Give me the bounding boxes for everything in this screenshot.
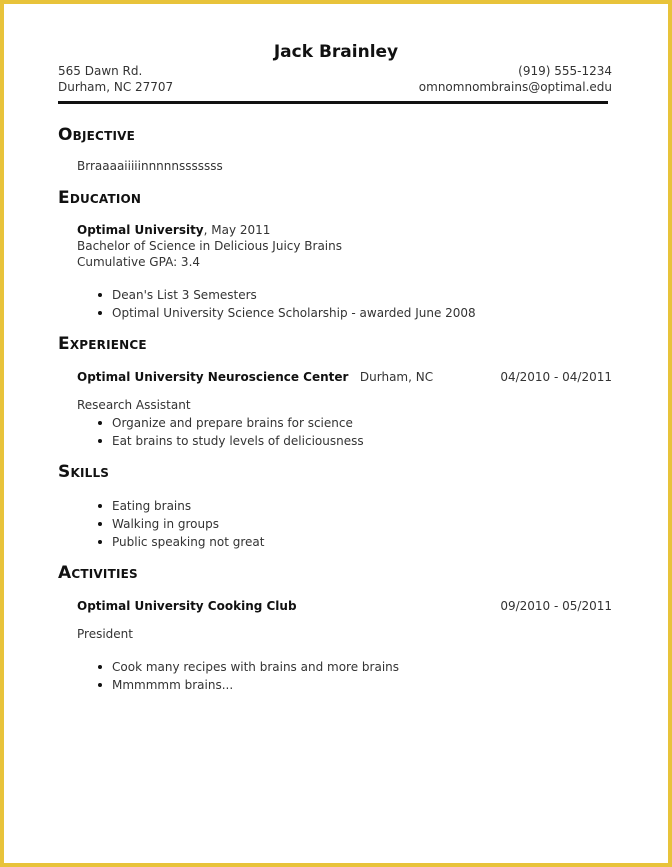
activities-heading: Activities [58, 563, 138, 583]
education-school: Optimal University [77, 223, 204, 237]
contact-info [419, 64, 612, 95]
experience-location: Durham, NC [359, 370, 434, 384]
objective-heading: Objective [58, 125, 136, 145]
education-school-line [77, 223, 270, 237]
education-date: , May 2011 [203, 223, 271, 237]
phone-number: (919) 555-1234 [518, 64, 612, 78]
experience-bullets [98, 414, 364, 450]
header-divider [58, 101, 608, 104]
address-line-2: Durham, NC 27707 [58, 79, 174, 94]
list-item: Eating brains [98, 497, 264, 515]
email-address: omnomnombrains@optimal.edu [418, 79, 612, 94]
education-heading: Education [58, 188, 142, 208]
contact-address [58, 64, 173, 95]
education-degree: Bachelor of Science in Delicious Juicy Brains [77, 239, 343, 253]
experience-heading: Experience [58, 334, 147, 354]
experience-dates: 04/2010 - 04/2011 [500, 370, 612, 384]
list-item: Organize and prepare brains for science [98, 414, 364, 432]
experience-org: Optimal University Neuroscience Center [77, 370, 349, 384]
address-line-1: 565 Dawn Rd. [58, 64, 143, 78]
list-item: Eat brains to study levels of deliciousness [98, 432, 364, 450]
skills-heading: Skills [58, 462, 110, 482]
list-item: Walking in groups [98, 515, 264, 533]
list-item: Cook many recipes with brains and more brains [98, 658, 399, 676]
education-bullets [98, 286, 476, 322]
experience-org-line [77, 370, 433, 384]
list-item: Mmmmmm brains... [98, 676, 399, 694]
activities-role: President [77, 627, 133, 641]
list-item: Public speaking not great [98, 533, 264, 551]
activities-org: Optimal University Cooking Club [77, 599, 297, 613]
list-item: Dean's List 3 Semesters [98, 286, 476, 304]
skills-bullets [98, 497, 264, 551]
experience-role: Research Assistant [77, 398, 191, 412]
activities-bullets [98, 658, 399, 694]
list-item: Optimal University Science Scholarship - awarded June 2008 [98, 304, 476, 322]
objective-text: Brraaaaiiiiinnnnnsssssss [77, 159, 223, 173]
activities-dates: 09/2010 - 05/2011 [500, 599, 612, 613]
education-gpa: Cumulative GPA: 3.4 [77, 255, 201, 269]
resume-name: Jack Brainley [273, 42, 399, 62]
